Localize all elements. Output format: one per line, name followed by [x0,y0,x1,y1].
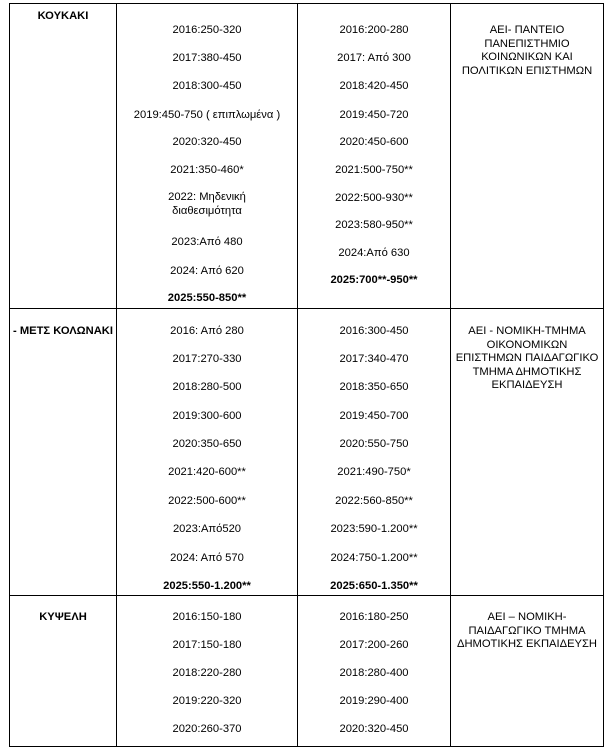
price-column-b [298,4,451,309]
price-entry: 2020:320-450 [339,723,409,735]
price-entry: 2024:Από 630 [338,247,410,259]
price-entry: 2022:500-930** [335,192,413,204]
price-column-a [117,596,298,747]
rent-table-document [9,3,603,747]
price-entry: 2016:180-250 [339,611,409,623]
price-entry: 2019:450-720 [339,109,409,121]
price-entry: 2016:200-280 [339,24,409,36]
price-entry: 2020:350-650 [172,438,242,450]
price-entry: 2024: Από 570 [170,552,244,564]
price-entry: 2017:270-330 [172,353,242,365]
price-entry: 2019:450-700 [339,410,409,422]
price-entry: 2020:450-600 [339,136,409,148]
university-cell [451,309,604,596]
area-cell [10,596,117,747]
price-entry: 2023:590-1.200** [330,523,418,535]
price-entry: 2019:450-750 ( επιπλωμένα ) [133,109,281,121]
price-entry: 2024: Από 620 [170,265,244,277]
price-entry: 2019:290-400 [339,695,409,707]
area-cell [10,309,117,596]
price-entry: 2016:300-450 [339,325,409,337]
price-entry: 2017:200-260 [339,639,409,651]
price-entry-current: 2025:550-1.200** [163,580,251,592]
price-entry: 2017:380-450 [172,52,242,64]
rent-table [9,3,604,747]
price-entry: 2021:350-460* [170,164,244,176]
price-entry: 2022: Μηδενική διαθεσιμότητα [168,191,246,217]
university-text: ΑΕΙ- ΠΑΝΤΕΙΟ ΠΑΝΕΠΙΣΤΗΜΙΟ ΚΟΙΝΩΝΙΚΩΝ ΚΑΙ ΠΟΛΙΤΙΚΩΝ ΕΠΙΣΤΗΜΩΝ [461,24,593,77]
price-entry: 2016:250-320 [172,24,242,36]
price-entry: 2023:Από520 [172,523,242,535]
price-entry: 2022:560-850** [335,495,413,507]
price-entry: 2021:500-750** [335,164,413,176]
price-entry: 2021:420-600** [168,466,246,478]
price-entry: 2020:320-450 [172,136,242,148]
price-entry: 2023:580-950** [335,219,413,231]
table-row [10,309,604,596]
area-cell [10,4,117,309]
price-entry: 2017: Από 300 [337,52,411,64]
price-entry: 2019:300-600 [172,410,242,422]
area-name: ΚΥΨΕΛΗ [39,611,87,623]
price-column-b [298,596,451,747]
university-cell [451,4,604,309]
price-entry: 2017:340-470 [339,353,409,365]
area-name: ΚΟΥΚΑΚΙ [37,10,89,22]
table-row [10,4,604,309]
price-entry-current: 2025:550-850** [167,292,247,304]
price-column-a [117,309,298,596]
price-entry: 2020:550-750 [339,438,409,450]
price-entry: 2023:Από 480 [171,236,243,248]
price-column-a [117,4,298,309]
price-entry: 2018:420-450 [339,80,409,92]
price-entry-current: 2025:700**-950** [330,274,418,286]
price-entry: 2018:280-400 [339,667,409,679]
price-entry: 2022:500-600** [168,495,246,507]
university-text: ΑΕΙ – ΝΟΜΙΚΗ- ΠΑΙΔΑΓΩΓΙΚΟ ΤΜΗΜΑ ΔΗΜΟΤΙΚΗΣ ΕΚΠΑΙΔΕΥΣΗ [456,611,598,650]
price-entry: 2018:280-500 [172,381,242,393]
university-cell [451,596,604,747]
price-entry: 2018:220-280 [172,667,242,679]
price-entry: 2019:220-320 [172,695,242,707]
price-entry: 2021:490-750* [337,466,411,478]
price-entry-current: 2025:650-1.350** [330,580,418,592]
price-entry: 2020:260-370 [172,723,242,735]
area-name: - ΜΕΤΣ ΚΟΛΩΝΑΚΙ [12,325,113,337]
price-entry: 2016:150-180 [172,611,242,623]
university-text: ΑΕΙ - ΝΟΜΙΚΗ-ΤΜΗΜΑ ΟΙΚΟΝΟΜΙΚΩΝ ΕΠΙΣΤΗΜΩΝ ΠΑΙΔΑΓΩΓΙΚΟ ΤΜΗΜΑ ΔΗΜΟΤΙΚΗΣ ΕΚΠΑΙΔΕΥΣΗ [455,325,599,391]
price-entry: 2024:750-1.200** [330,552,418,564]
table-row [10,596,604,747]
price-entry: 2018:350-650 [339,381,409,393]
price-entry: 2017:150-180 [172,639,242,651]
price-entry: 2018:300-450 [172,80,242,92]
price-entry: 2016: Από 280 [170,325,244,337]
price-column-b [298,309,451,596]
